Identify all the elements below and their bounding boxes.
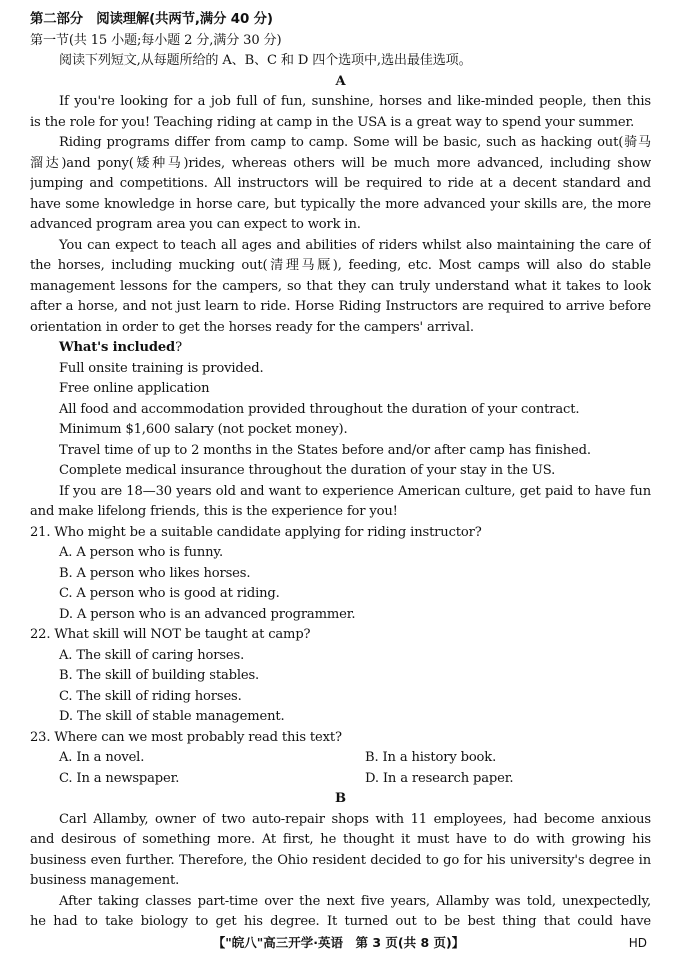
passage-a-line: If you're looking for a job full of fun, sunshine, horses and like-minded people, then this [59, 94, 651, 109]
question-23-option: B. In a history book. [365, 750, 497, 765]
question-21-stem: 21. Who might be a suitable candidate applying for riding instructor? [30, 524, 482, 540]
passage-a-line: after a horse, and not just learn to ride. Horse Riding Instructors are required to arrive before [30, 299, 651, 314]
part-heading: 第二部分 阅读理解(共两节,满分 40 分) [30, 12, 273, 27]
passage-a-line: 溜达)and pony(矮种马)rides, whereas others will be much more advanced, including show [30, 155, 651, 171]
passage-b-line: he had to take biology to get his degree. It turned out to be best thing that could have [30, 914, 651, 929]
question-23-option: D. In a research paper. [365, 770, 514, 786]
question-23-option: C. In a newspaper. [59, 770, 180, 786]
instruction: 阅读下列短文,从每题所给的 A、B、C 和 D 四个选项中,选出最佳选项。 [59, 53, 472, 68]
passage-b-label: B [335, 791, 346, 806]
question-21-option: D. A person who is an advanced programmer. [59, 606, 356, 622]
question-23-options-row [30, 748, 651, 769]
passage-b-line: and desirous of something more. At first, he thought it must have to do with growing his [30, 832, 651, 847]
question-22-option: A. The skill of caring horses. [59, 647, 245, 663]
passage-a-line: Riding programs differ from camp to camp. Some will be basic, such as hacking out(骑马 [59, 135, 651, 150]
passage-b-line: business management. [30, 873, 180, 888]
closing-line: If you are 18—30 years old and want to experience American culture, get paid to have fun [59, 483, 651, 499]
passage-a-line: advanced program area you can expect to work in. [30, 217, 361, 232]
question-23-stem: 23. Where can we most probably read this text? [30, 729, 342, 745]
included-item: Complete medical insurance throughout the duration of your stay in the US. [59, 463, 556, 478]
included-item: Full onsite training is provided. [59, 360, 264, 376]
question-23-options-row [30, 769, 651, 790]
passage-b-line: Carl Allamby, owner of two auto-repair shops with 11 employees, had become anxious [59, 811, 651, 827]
section-heading: 第一节(共 15 小题;每小题 2 分,满分 30 分) [30, 32, 282, 48]
question-21-option: A. A person who is funny. [59, 545, 223, 560]
passage-a-line: jumping and competitions. All instructors will be required to ride at a decent standard and [30, 176, 651, 191]
question-22-stem: 22. What skill will NOT be taught at camp? [30, 627, 311, 642]
passage-a-line: You can expect to teach all ages and abilities of riders whilst also maintaining the care of [59, 237, 651, 253]
included-item: Travel time of up to 2 months in the States before and/or after camp has finished. [59, 442, 591, 458]
included-heading-row: What's included? [59, 340, 182, 355]
passage-a-line: orientation in order to get the horses ready for the campers' arrival. [30, 319, 474, 335]
passage-a-label: A [335, 73, 346, 89]
included-item: All food and accommodation provided throughout the duration of your contract. [59, 401, 580, 417]
included-item: Minimum $1,600 salary (not pocket money). [59, 422, 348, 437]
question-22-option: B. The skill of building stables. [59, 668, 260, 683]
question-22-option: D. The skill of stable management. [59, 709, 285, 724]
included-heading: What's included [59, 340, 176, 355]
passage-a-line: have some knowledge in horse care, but typically the more advanced your skills are, the more [30, 196, 651, 212]
question-21-option: B. A person who likes horses. [59, 565, 251, 581]
included-item: Free online application [59, 381, 210, 396]
passage-b-line: After taking classes part-time over the next five years, Allamby was told, unexpectedly, [59, 893, 651, 909]
footer-page-info: 【"皖八"高三开学·英语 第 3 页(共 8 页)】 [212, 935, 465, 950]
passage-b-line: business even further. Therefore, the Ohio resident decided to go for his university's degree in [30, 852, 651, 868]
question-21-option: C. A person who is good at riding. [59, 586, 280, 601]
passage-a-line: the horses, including mucking out(清理马厩), feeding, etc. Most camps will also do stable [30, 258, 651, 273]
footer-code: HD [628, 936, 647, 950]
passage-a-line: management lessons for the campers, so that they can truly understand what it takes to look [30, 278, 651, 294]
passage-a-line: is the role for you! Teaching riding at camp in the USA is a great way to spend your summer. [30, 114, 635, 130]
question-23-option: A. In a novel. [59, 750, 145, 765]
question-22-option: C. The skill of riding horses. [59, 688, 242, 704]
closing-line: and make lifelong friends, this is the experience for you! [30, 504, 398, 519]
